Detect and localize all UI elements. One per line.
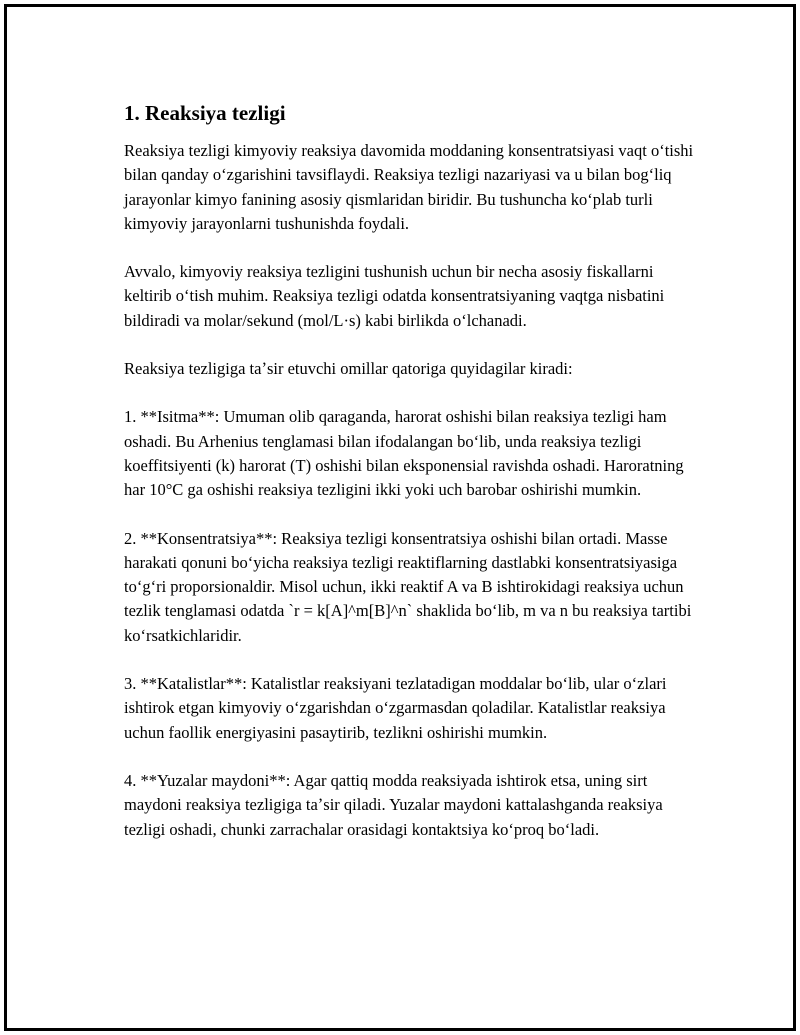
paragraph-units: Avvalo, kimyoviy reaksiya tezligini tushunish uchun bir necha asosiy fiskallarni keltirib oʻtish muhim. Reaksiya tezligi odatda konsentratsiyaning vaqtga nisbatini bildiradi va molar/sekund (mol/L·s) kabi birlikda oʻlchanadi. [124, 262, 665, 330]
paragraph-surface-area: 4. **Yuzalar maydoni**: Agar qattiq modda reaksiyada ishtirok etsa, uning sirt maydoni reaksiya tezligiga taʼsir qiladi. Yuzalar maydoni kattalashganda reaksiya tezligi oshadi, chunki zarrachalar orasidagi kontaktsiya koʻproq boʻladi. [124, 770, 663, 839]
paragraph-intro: Reaksiya tezligi kimyoviy reaksiya davomida moddaning konsentratsiyasi vaqt oʻtishi bilan qanday oʻzgarishini tavsiflaydi. Reaksiya tezligi nazariyasi va u bilan bogʻliq jarayonlar kimyo fanining asosiy qismlaridan biridir. Bu tushuncha koʻplab turli kimyoviy jarayonlarni tushunishda foydali. [124, 141, 694, 233]
paragraph-concentration: 2. **Konsentratsiya**: Reaksiya tezligi konsentratsiya oshishi bilan ortadi. Masse harakati qonuni boʻyicha reaksiya tezligi reaktiflarning dastlabki konsentratsiyasiga toʻgʻri proporsionaldir. Misol uchun, ikki reaktif A va B ishtirokidagi reaksiya uchun tezlik tenglamasi odatda `r = k[A]^m[B]^n` shaklida boʻlib, m va n bu reaksiya tartibi koʻrsatkichlaridir. [124, 528, 692, 645]
page-frame [4, 4, 796, 1031]
paragraph-catalysts: 3. **Katalistlar**: Katalistlar reaksiyani tezlatadigan moddalar boʻlib, ular oʻzlari ishtirok etgan kimyoviy oʻzgarishdan oʻzgarmasdan qoladilar. Katalistlar reaksiya uchun faollik energiyasini pasaytirib, tezlikni oshirishi mumkin. [124, 674, 667, 742]
paragraph-temperature: 1. **Isitma**: Umuman olib qaraganda, harorat oshishi bilan reaksiya tezligi ham oshadi. Bu Arhenius tenglamasi bilan ifodalangan boʻlib, unda reaksiya tezligi koeffitsiyenti (k) harorat (T) oshishi bilan eksponensial ravishda oshadi. Haroratning har 10°C ga oshishi reaksiya tezligini ikki yoki uch barobar oshirishi mumkin. [124, 407, 684, 500]
paragraph-factors-intro: Reaksiya tezligiga taʼsir etuvchi omillar qatoriga quyidagilar kiradi: [124, 359, 573, 379]
section-heading: 1. Reaksiya tezligi [124, 101, 286, 125]
document-body [124, 99, 696, 866]
